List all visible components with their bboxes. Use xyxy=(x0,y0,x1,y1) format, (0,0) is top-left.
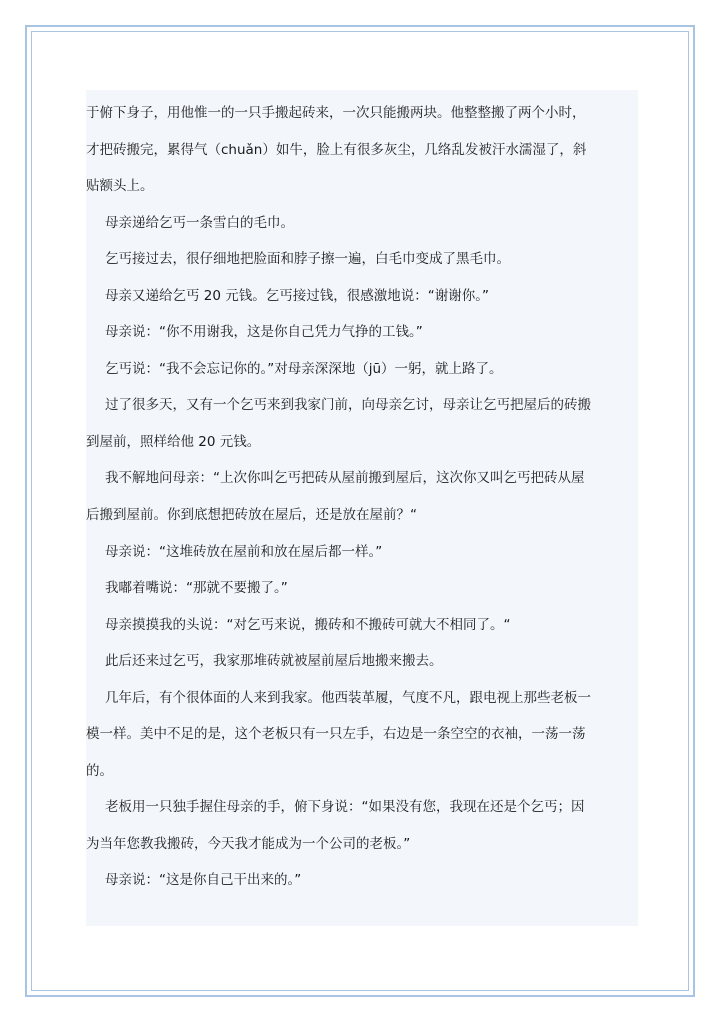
text-line: 此后还来过乞丐，我家那堆砖就被屋前屋后地搬来搬去。 xyxy=(105,653,443,670)
text-line: 老板用一只独手握住母亲的手，俯下身说：“如果没有您，我现在还是个乞丐；因 xyxy=(105,799,585,816)
text-line: 母亲摸摸我的头说：“对乞丐来说，搬砖和不搬砖可就大不相同了。“ xyxy=(105,616,511,633)
text-line: 母亲说：“你不用谢我，这是你自己凭力气挣的工钱。” xyxy=(105,324,423,341)
text-line: 母亲又递给乞丐 20 元钱。乞丐接过钱，很感激地说：“谢谢你。” xyxy=(105,287,489,304)
text-line: 我不解地问母亲：“上次你叫乞丐把砖从屋前搬到屋后，这次你又叫乞丐把砖从屋 xyxy=(105,470,585,487)
text-line: 的。 xyxy=(86,762,113,779)
text-line: 乞丐接过去，很仔细地把脸面和脖子擦一遍，白毛巾变成了黑毛巾。 xyxy=(105,251,510,268)
text-line: 为当年您教我搬砖，今天我才能成为一个公司的老板。” xyxy=(86,835,411,852)
text-line: 才把砖搬完，累得气（chuǎn）如牛，脸上有很多灰尘，几络乱发被汗水濡湿了，斜 xyxy=(86,141,587,158)
document-body xyxy=(86,95,646,899)
text-line: 母亲说：“这是你自己干出来的。” xyxy=(105,872,302,889)
text-line: 到屋前，照样给他 20 元钱。 xyxy=(86,433,261,450)
text-line: 后搬到屋前。你到底想把砖放在屋后，还是放在屋前？“ xyxy=(86,507,417,524)
text-line: 乞丐说：“我不会忘记你的。”对母亲深深地（jū）一躬，就上路了。 xyxy=(105,360,503,377)
text-line: 母亲说：“这堆砖放在屋前和放在屋后都一样。” xyxy=(105,543,383,560)
text-line: 我嘟着嘴说：“那就不要搬了。” xyxy=(105,580,288,597)
text-line: 贴额头上。 xyxy=(86,178,154,195)
text-line: 母亲递给乞丐一条雪白的毛巾。 xyxy=(105,214,294,231)
text-line: 模一样。美中不足的是，这个老板只有一只左手，右边是一条空空的衣袖，一荡一荡 xyxy=(86,726,586,743)
text-line: 于俯下身子，用他惟一的一只手搬起砖来，一次只能搬两块。他整整搬了两个小时， xyxy=(86,105,586,121)
text-line: 几年后，有个很体面的人来到我家。他西装革履，气度不凡，跟电视上那些老板一 xyxy=(105,689,591,706)
text-line: 过了很多天，又有一个乞丐来到我家门前，向母亲乞讨，母亲让乞丐把屋后的砖搬 xyxy=(105,397,591,414)
